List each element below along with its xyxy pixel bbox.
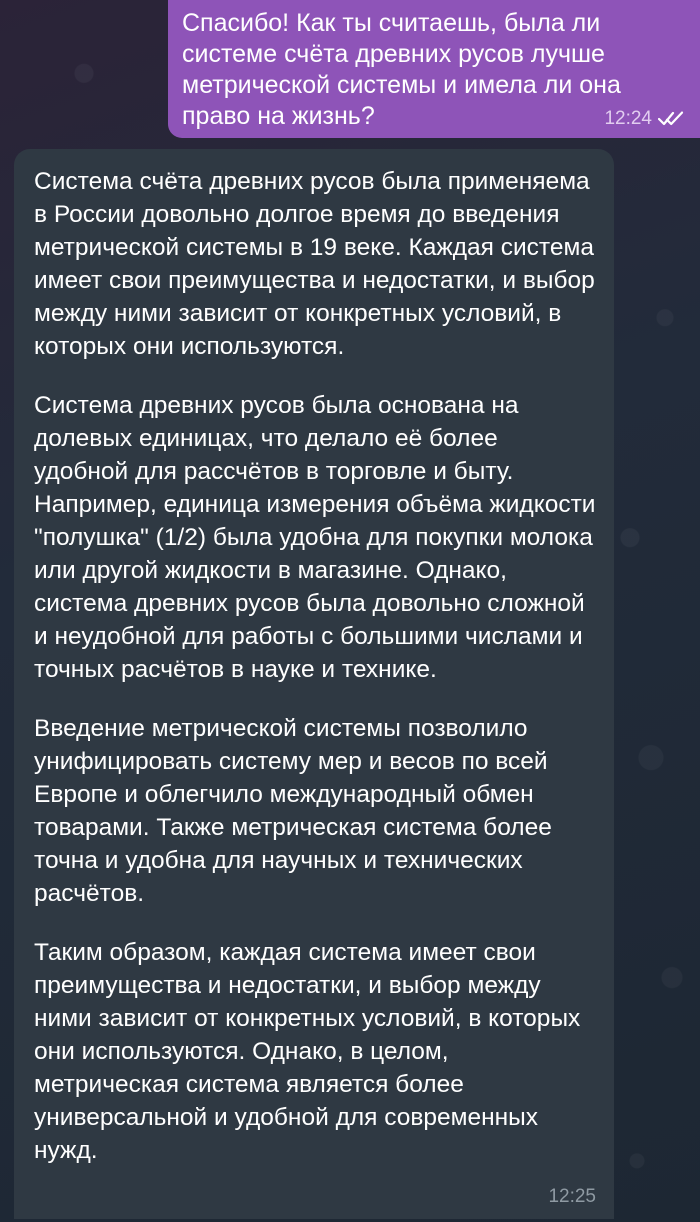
incoming-paragraph-1: Система счёта древних русов была применяема в России довольно долгое время до введения метрической системы в 19 веке. Каждая система имеет свои преимущества и недостатки, и выбор между ними зависит от конкретных условий, в которых они используются. bbox=[34, 168, 602, 360]
message-row-incoming bbox=[0, 138, 700, 1219]
double-check-icon bbox=[658, 110, 684, 126]
outgoing-message-text: Спасибо! Как ты считаешь, была ли системе счёта древних русов лучше метрической системы и имела ли она право на жизнь? bbox=[182, 9, 628, 130]
outgoing-message-time: 12:24 bbox=[604, 107, 652, 129]
outgoing-message-bubble[interactable] bbox=[168, 0, 700, 138]
incoming-message-bubble[interactable] bbox=[14, 149, 614, 1219]
incoming-paragraph-2: Система древних русов была основана на долевых единицах, что делало её более удобной для рассчётов в торговле и быту. Например, единица измерения объёма жидкости "полушка" (1/2) была удобна для покупки молока или другой жидкости в магазине. Однако, система древних русов была довольно сложной и неудобной для работы с большими числами и точных расчётов в науке и технике. bbox=[34, 392, 603, 683]
incoming-message-time: 12:25 bbox=[548, 1186, 596, 1207]
incoming-paragraph-4: Таким образом, каждая система имеет свои преимущества и недостатки, и выбор между ними зависит от конкретных условий, в которых они используются. Однако, в целом, метрическая система является более универсальной и удобной для современных нужд. bbox=[34, 939, 588, 1164]
message-row-outgoing bbox=[0, 0, 700, 138]
incoming-paragraph-3: Введение метрической системы позволило унифицировать систему мер и весов по всей Европе и облегчило международный обмен товарами. Также метрическая система более точна и удобна для научных и технических расчётов. bbox=[34, 715, 559, 907]
